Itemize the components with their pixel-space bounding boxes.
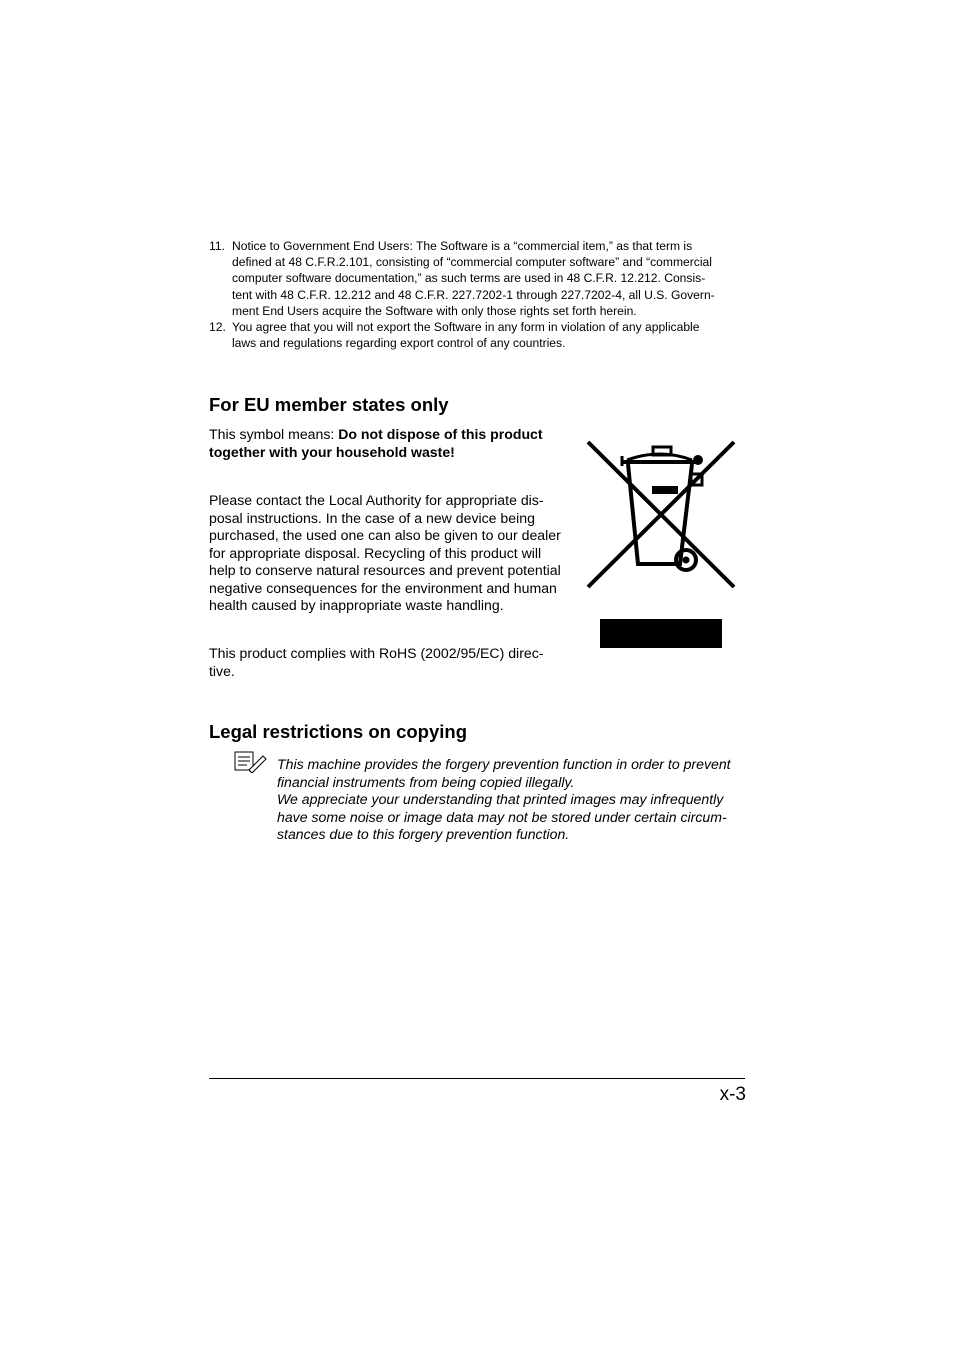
symbol-meaning-line bbox=[209, 444, 569, 462]
weee-crossed-bin-icon bbox=[580, 436, 744, 652]
list-item-line: tent with 48 C.F.R. 12.212 and 48 C.F.R. 227.7202-1 through 227.7202-4, all U.S. Govern- bbox=[232, 287, 715, 302]
note-line: have some noise or image data may not be stored under certain circum- bbox=[277, 808, 727, 825]
numbered-list bbox=[209, 238, 749, 351]
list-item-line: ment End Users acquire the Software with only those rights set forth herein. bbox=[232, 303, 637, 318]
list-item-line: Notice to Government End Users: The Software is a “commercial item,” as that term is bbox=[232, 239, 693, 253]
paragraph-line: Please contact the Local Authority for appropriate dis- bbox=[209, 492, 544, 508]
paragraph-line: This product complies with RoHS (2002/95/EC) direc- bbox=[209, 645, 544, 661]
note-pad-pencil-icon bbox=[233, 751, 267, 773]
note-line: This machine provides the forgery prevention function in order to prevent bbox=[277, 756, 731, 772]
symbol-meaning-paragraph bbox=[209, 426, 569, 461]
note-text bbox=[277, 756, 747, 844]
note-line: stances due to this forgery prevention function. bbox=[277, 826, 570, 842]
list-item-line: computer software documentation,” as such terms are used in 48 C.F.R. 12.212. Consis- bbox=[232, 271, 706, 286]
symbol-warning-bold: together with your household waste! bbox=[209, 443, 455, 460]
disposal-paragraph bbox=[209, 492, 569, 615]
page-number: x-3 bbox=[719, 1084, 746, 1105]
paragraph-line: health caused by inappropriate waste handling. bbox=[209, 597, 504, 613]
paragraph-line: help to conserve natural resources and prevent potential bbox=[209, 562, 561, 578]
rohs-paragraph bbox=[209, 645, 569, 680]
paragraph-line: posal instructions. In the case of a new device being bbox=[209, 509, 535, 526]
list-item bbox=[209, 238, 749, 319]
list-item-line: You agree that you will not export the Software in any form in violation of any applicable bbox=[232, 320, 700, 335]
section-heading-eu: For EU member states only bbox=[209, 394, 449, 415]
section-heading-legal: Legal restrictions on copying bbox=[209, 721, 468, 742]
paragraph-line: negative consequences for the environment and human bbox=[209, 579, 557, 596]
list-item-number: 12. bbox=[209, 320, 226, 335]
symbol-intro: This symbol means: bbox=[209, 426, 339, 442]
note-line: We appreciate your understanding that printed images may infrequently bbox=[277, 791, 724, 807]
paragraph-line: purchased, the used one can also be given to our dealer bbox=[209, 527, 561, 543]
paragraph-line: tive. bbox=[209, 662, 235, 679]
note-line: financial instruments from being copied illegally. bbox=[277, 773, 575, 790]
list-item-line: defined at 48 C.F.R.2.101, consisting of “commercial computer software” and “commercial bbox=[232, 255, 712, 270]
symbol-warning-bold: Do not dispose of this product bbox=[338, 426, 543, 442]
list-item bbox=[209, 319, 749, 351]
footer-rule bbox=[209, 1078, 745, 1079]
list-item-number: 11. bbox=[209, 239, 225, 253]
paragraph-line: for appropriate disposal. Recycling of this product will bbox=[209, 544, 542, 561]
symbol-meaning-line bbox=[209, 426, 569, 444]
list-item-line: laws and regulations regarding export control of any countries. bbox=[232, 336, 566, 351]
